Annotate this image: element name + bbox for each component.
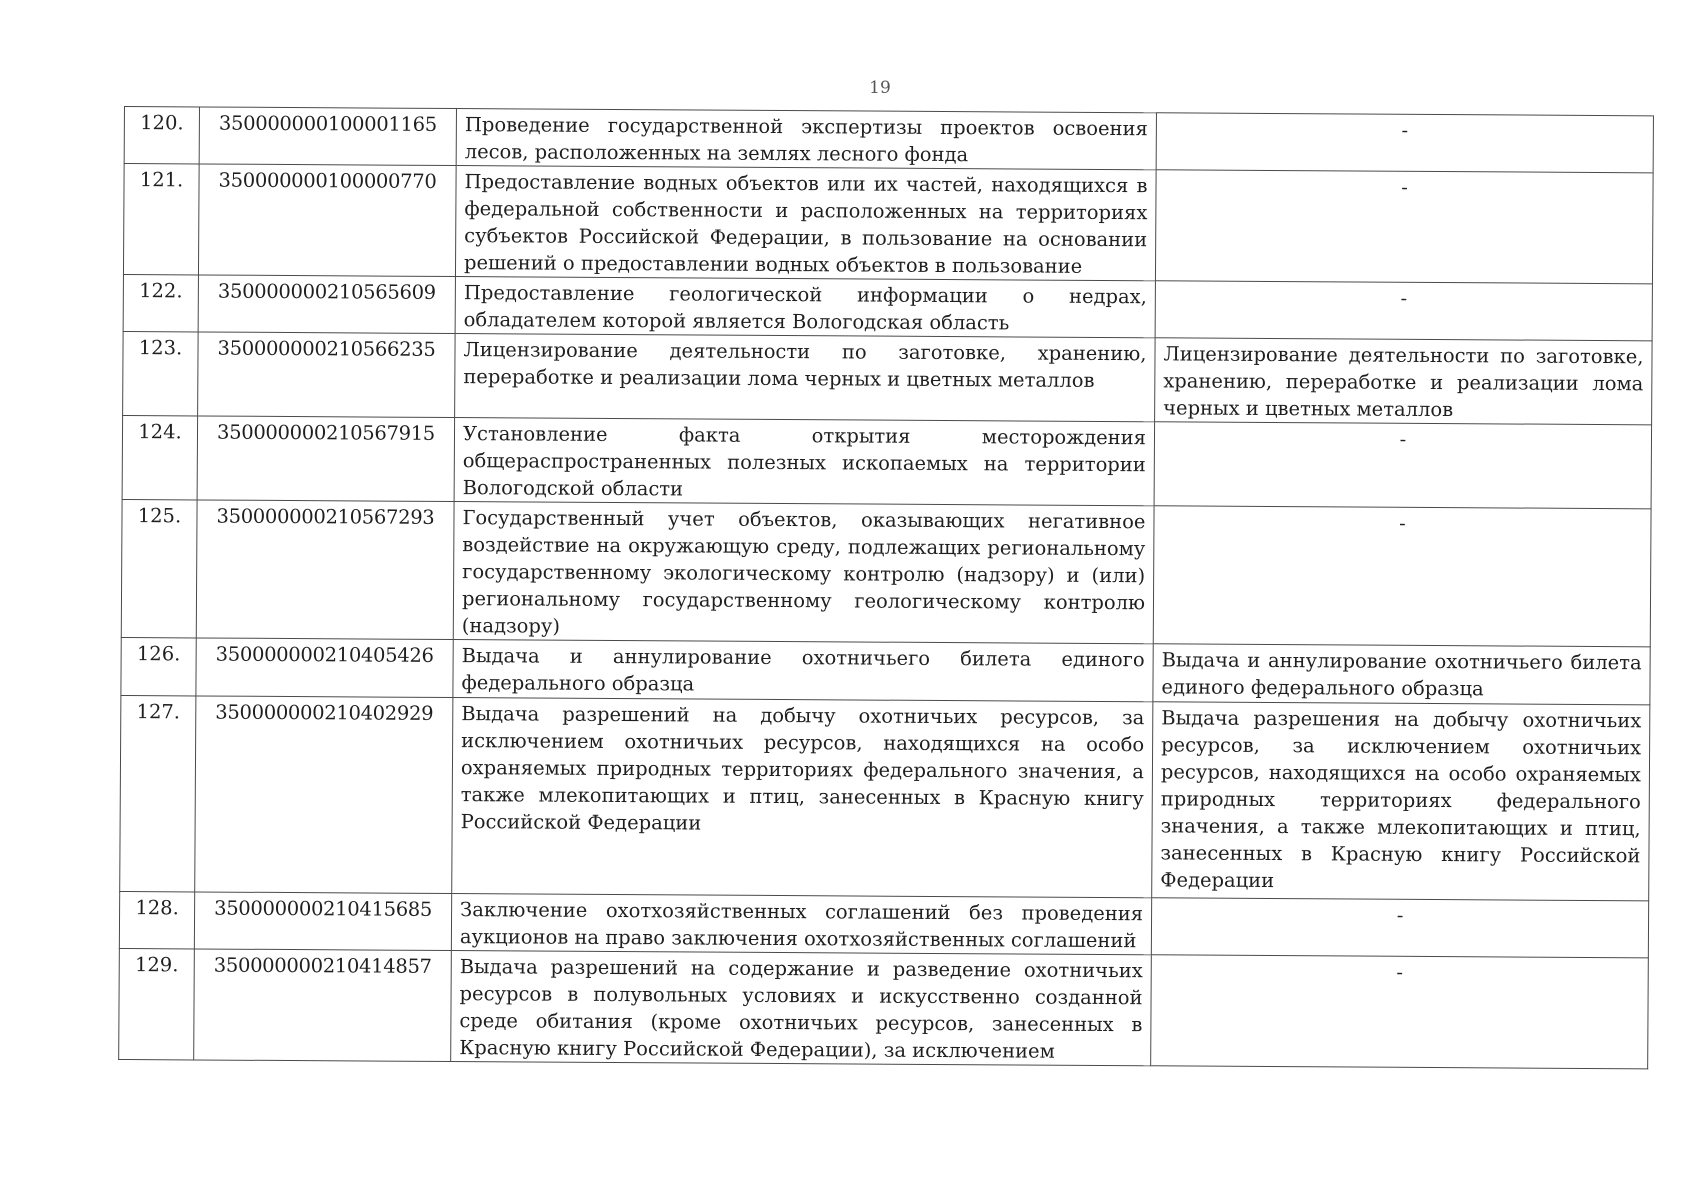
row-number: 128. [119,891,194,948]
service-code: 350000000100001165 [199,107,456,166]
table-row [123,331,1652,424]
service-name: Заключение охотхозяйственных соглашений без проведения аукционов на право заключения охотхозяйственных соглашений [451,894,1151,955]
table-row [119,948,1649,1068]
service-name: Государственный учет объектов, оказывающих негативное воздействие на окружающую среду, подлежащих региональному государственному экологическому контролю (надзору) и (или) региональному государственному геологическому контролю (надзору) [453,502,1154,644]
service-code: 350000000210567293 [196,500,454,640]
federal-service: Выдача разрешения на добычу охотничьих ресурсов, за исключением охотничьих ресурсов, находящихся на особо охраняемых природных территориях федерального значения, а также млекопитающих и птиц, занесенных в Красную книгу Российской Федерации [1152,702,1650,901]
service-code: 350000000210405426 [196,638,453,698]
federal-service: - [1153,506,1651,647]
table-row [119,891,1648,957]
federal-service: - [1151,955,1649,1069]
table-row [124,107,1653,173]
table-row [121,637,1650,704]
table-row [120,695,1650,900]
row-number: 122. [123,274,198,331]
service-name: Лицензирование деятельности по заготовке, хранению, переработке и реализации лома черных и цветных металлов [455,334,1156,422]
page-number: 19 [869,78,891,98]
federal-service: - [1151,898,1648,958]
table-row [121,499,1651,646]
table-row [122,415,1651,508]
federal-service: - [1155,281,1652,341]
service-name: Предоставление геологической информации о недрах, обладателем которой является Вологодская область [455,277,1155,338]
row-number: 126. [121,637,196,695]
row-number: 123. [123,331,199,415]
service-code: 350000000210414857 [194,949,452,1062]
table-row [123,274,1652,340]
service-code: 350000000210415685 [194,892,451,951]
service-name: Установление факта открытия месторождения общераспространенных полезных ископаемых на территории Вологодской области [454,418,1155,506]
services-table [118,106,1654,1069]
federal-service: Лицензирование деятельности по заготовке, хранению, переработке и реализации лома черных и цветных металлов [1155,338,1653,425]
service-code: 350000000210566235 [198,332,456,418]
service-code: 350000000210567915 [197,416,455,502]
row-number: 121. [123,164,199,275]
service-name: Проведение государственной экспертизы проектов освоения лесов, расположенных на землях лесного фонда [456,109,1156,170]
service-code: 350000000100000770 [198,164,456,277]
service-name: Выдача разрешений на содержание и разведение охотничьих ресурсов в полувольных условиях и искусственно созданной среде обитания (кроме охотничьих ресурсов, занесенных в Красную книгу Российской Федерации), за исключением [451,951,1152,1066]
row-number: 127. [120,695,196,891]
service-name: Выдача и аннулирование охотничьего билета единого федерального образца [453,640,1153,702]
row-number: 120. [124,107,199,164]
service-name: Выдача разрешений на добычу охотничьих ресурсов, за исключением охотничьих ресурсов, находящихся на особо охраняемых природных территориях федерального значения, а также млекопитающих и птиц, занесенных в Красную книгу Российской Федерации [452,698,1153,898]
service-code: 350000000210402929 [195,696,453,894]
federal-service: - [1154,422,1652,509]
row-number: 129. [119,948,195,1059]
federal-service: - [1156,113,1653,173]
service-code: 350000000210565609 [198,275,455,334]
table-row [123,164,1653,284]
row-number: 124. [122,415,198,499]
row-number: 125. [121,499,197,637]
federal-service: - [1155,170,1653,284]
federal-service: Выдача и аннулирование охотничьего билета единого федерального образца [1153,644,1650,705]
service-name: Предоставление водных объектов или их частей, находящихся в федеральной собственности и расположенных на территориях субъектов Российской Федерации, в пользование на основании решений о предоставлении водных объектов в пользование [455,166,1156,281]
